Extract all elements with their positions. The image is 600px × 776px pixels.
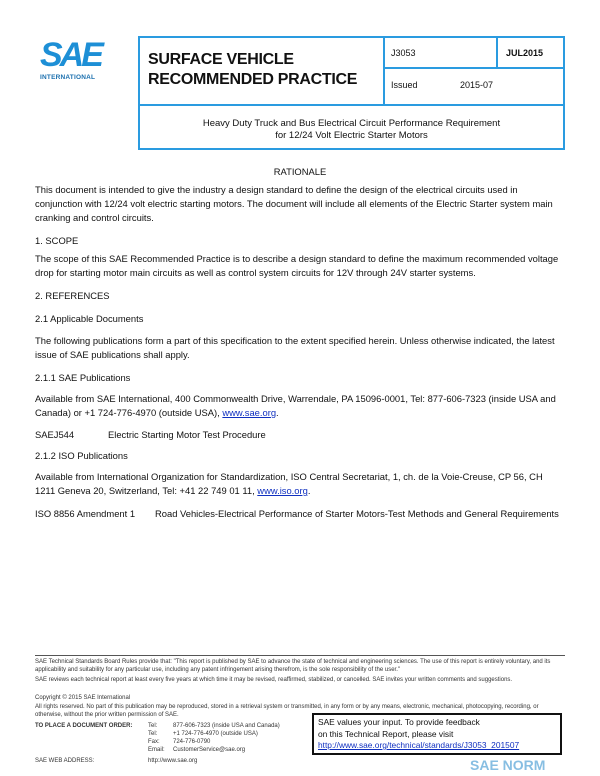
sae-link[interactable]: www.sae.org: [222, 407, 277, 418]
iso-link[interactable]: www.iso.org: [257, 485, 308, 496]
header-divider: [140, 104, 563, 106]
feedback-text: SAE values your input. To provide feedback: [318, 717, 480, 727]
applicable-docs-heading: 2.1 Applicable Documents: [35, 313, 144, 324]
footer-rules: SAE Technical Standards Board Rules provide that: "This report is published by SAE to advance the state of technical and engineering sciences. The use of this report is entirely voluntary, and its applicability and suitability for any particular use, including any patent infringement arising therefrom, is the sole responsibility of the user.": [35, 659, 551, 673]
feedback-link[interactable]: http://www.sae.org/technical/standards/J3053_201507: [318, 740, 520, 750]
contact-row: [148, 746, 308, 754]
contact-row: [148, 722, 308, 730]
sae-logo: [40, 36, 101, 81]
ref-title: Road Vehicles-Electrical Performance of Starter Motors-Test Methods and General Requirements: [155, 508, 559, 519]
footer-divider: [35, 655, 565, 656]
order-label: TO PLACE A DOCUMENT ORDER:: [35, 723, 133, 729]
ref-id: SAEJ544: [35, 429, 75, 440]
header-divider: [383, 38, 385, 106]
document-title-line: for 12/24 Volt Electric Starter Motors: [275, 130, 428, 141]
document-title: [140, 118, 563, 142]
rationale-heading: RATIONALE: [273, 166, 327, 177]
footer-rights: All rights reserved. No part of this publication may be reproduced, stored in a retrieval system or transmitted, in any form or by any means, electronic, mechanical, photocopying, recording, or otherwise, without the prior written permission of SAE.: [35, 704, 539, 718]
iso-publications-text: Available from International Organization for Standardization, ISO Central Secretariat, 1, ch. de la Voie-Creuse, CP 56, CH 1211 Geneva 20, Switzerland, Tel: +41 22 749 01 11, www.iso.org.: [35, 471, 543, 496]
feedback-text: on this Technical Report, please visit: [318, 728, 454, 739]
contact-key: Tel:: [148, 723, 158, 729]
header-divider: [496, 38, 498, 67]
web-address[interactable]: http://www.sae.org: [148, 758, 198, 764]
contact-value: 724-776-0790: [173, 739, 211, 745]
iso-publications-body: Available from International Organization for Standardization, ISO Central Secretariat, 1, ch. de la Voie-Creuse, CP 56, CH 1211 Geneva 20, Switzerland, Tel: +41 22 749 01 11,: [35, 471, 543, 496]
doc-date: JUL2015: [506, 48, 544, 58]
scope-heading: 1. SCOPE: [35, 235, 79, 246]
feedback-box: [312, 713, 562, 755]
document-type-line: RECOMMENDED PRACTICE: [148, 71, 358, 88]
issued-label: Issued: [391, 80, 418, 90]
scope-text: The scope of this SAE Recommended Practice is to describe a design standard to define the maximum recommended voltage drop for starting motor main circuits as well as control system circuits for 12V through 24V starter systems.: [35, 253, 559, 278]
contact-row: [148, 738, 308, 746]
contact-value: +1 724-776-4970 (outside USA): [173, 731, 258, 737]
doc-number: J3053: [391, 48, 416, 58]
contact-key: Tel:: [148, 731, 158, 737]
watermark: SAE NORM: [470, 757, 546, 773]
contact-value: CustomerService@sae.org: [173, 747, 246, 753]
applicable-docs-text: The following publications form a part of this specification to the extent specified herein. Unless otherwise indicated, the latest issue of SAE publications shall apply.: [35, 335, 555, 360]
document-type-line: SURFACE VEHICLE: [148, 51, 294, 68]
footer-copyright: Copyright © 2015 SAE International: [35, 695, 131, 701]
references-heading: 2. REFERENCES: [35, 290, 110, 301]
footer-review: SAE reviews each technical report at least every five years at which time it may be revised, reaffirmed, stabilized, or cancelled. SAE invites your written comments and suggestions.: [35, 677, 513, 683]
ref-title: Electric Starting Motor Test Procedure: [108, 429, 266, 440]
header-divider: [383, 67, 563, 69]
contact-row: [148, 730, 308, 738]
header-box: [138, 36, 565, 150]
rationale-text: This document is intended to give the industry a design standard to define the design of the electrical circuits used in conjunction with 12/24 volt electric starting motors. The document will include all elements of the Electric Starter system main cranking and control circuits.: [35, 184, 553, 223]
logo-mark: SAE: [40, 36, 101, 74]
contact-key: Email:: [148, 747, 165, 753]
sae-publications-heading: 2.1.1 SAE Publications: [35, 372, 131, 383]
iso-publications-heading: 2.1.2 ISO Publications: [35, 450, 128, 461]
ref-id: ISO 8856 Amendment 1: [35, 508, 136, 519]
web-label: SAE WEB ADDRESS:: [35, 758, 95, 764]
sae-publications-text: Available from SAE International, 400 Commonwealth Drive, Warrendale, PA 15096-0001, Tel: 877-606-7323 (inside USA and Canada) or +1 724-776-4970 (outside USA), www.sae.org.: [35, 393, 556, 418]
issued-date: 2015-07: [460, 80, 494, 90]
contact-key: Fax:: [148, 739, 160, 745]
contact-value: 877-606-7323 (inside USA and Canada): [173, 723, 280, 729]
contact-list: [148, 722, 308, 754]
document-type: [148, 50, 357, 90]
document-title-line: Heavy Duty Truck and Bus Electrical Circuit Performance Requirement: [202, 118, 501, 129]
sae-publications-body: Available from SAE International, 400 Commonwealth Drive, Warrendale, PA 15096-0001, Tel: 877-606-7323 (inside USA and Canada) or +1 724-776-4970 (outside USA),: [35, 393, 556, 418]
logo-subtitle: INTERNATIONAL: [40, 74, 96, 81]
